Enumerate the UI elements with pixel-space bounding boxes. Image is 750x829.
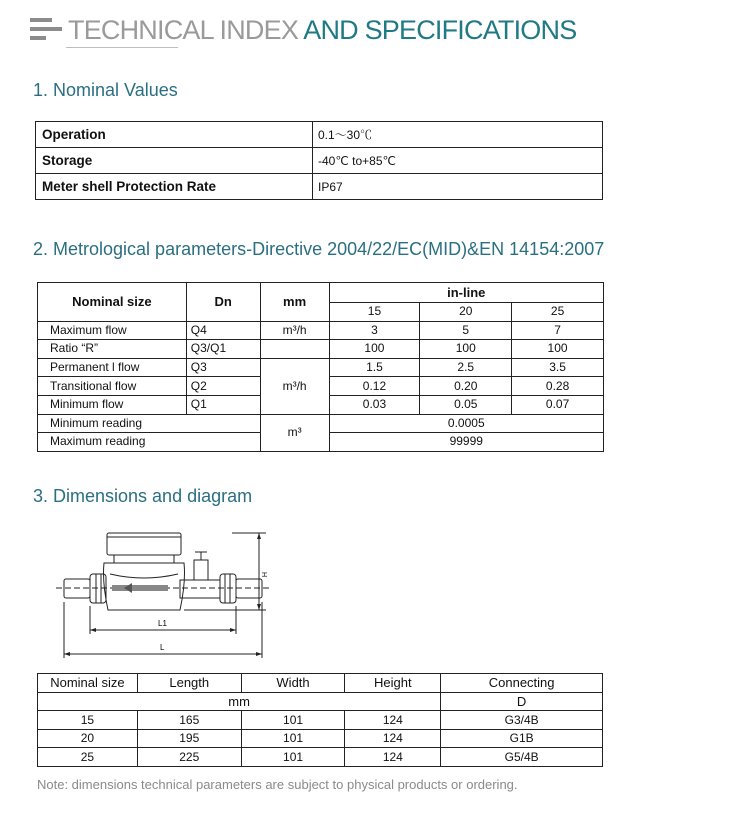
table-row (38, 321, 604, 340)
table-row (36, 174, 603, 200)
unit-cell: m³ (260, 414, 329, 451)
cell: G3/4B (441, 711, 603, 730)
table-row (38, 711, 603, 730)
row-label: Minimum flow (38, 395, 187, 414)
table-row (38, 748, 603, 767)
value-cell: 100 (329, 340, 420, 359)
row-value: IP67 (313, 174, 603, 200)
unit-cell: m³/h (260, 321, 329, 340)
row-label: Ratio “R” (38, 340, 187, 359)
table-row (38, 340, 604, 359)
table-header-row (38, 283, 604, 303)
value-cell: 0.07 (512, 395, 604, 414)
value-cell: 5 (420, 321, 512, 340)
value-cell: 3.5 (512, 358, 604, 377)
table-row (38, 729, 603, 748)
table-row (38, 414, 604, 433)
header-cell: Height (345, 674, 441, 693)
value-cell: 100 (420, 340, 512, 359)
size-cell: 25 (512, 303, 604, 322)
section-title-dimensions: 3. Dimensions and diagram (33, 486, 253, 506)
page-header (30, 14, 650, 46)
title-underline (66, 47, 178, 48)
value-cell: 99999 (329, 433, 603, 452)
h-label: H (260, 572, 267, 578)
value-cell: 0.03 (329, 395, 420, 414)
value-cell: 1.5 (329, 358, 420, 377)
row-label: Meter shell Protection Rate (36, 174, 313, 200)
header-cell: Width (241, 674, 345, 693)
unit-cell: D (441, 692, 603, 711)
cell: 25 (38, 748, 138, 767)
table-row (38, 358, 604, 377)
page-title: TECHNICAL INDEX AND SPECIFICATIONS (68, 15, 577, 45)
cell: 20 (38, 729, 138, 748)
unit-cell: m³/h (260, 358, 329, 414)
l1-label: L1 (158, 619, 167, 628)
row-label: Permanent l flow (38, 358, 187, 377)
row-dn: Q2 (186, 377, 260, 396)
unit-cell (260, 340, 329, 359)
header-cell: Nominal size (38, 674, 138, 693)
value-cell: 7 (512, 321, 604, 340)
header-in-line: in-line (329, 283, 603, 303)
cell: 124 (345, 711, 441, 730)
value-cell: 0.28 (512, 377, 604, 396)
cell: 124 (345, 729, 441, 748)
row-dn: Q1 (186, 395, 260, 414)
value-cell: 2.5 (420, 358, 512, 377)
row-label: Maximum flow (38, 321, 187, 340)
section-title-nominal-values: 1. Nominal Values (33, 80, 178, 100)
l-label: L (160, 643, 165, 652)
menu-bars-icon (30, 18, 62, 42)
table-unit-row (38, 692, 603, 711)
value-cell: 0.05 (420, 395, 512, 414)
dimensions-table (37, 673, 603, 767)
unit-cell: mm (38, 692, 441, 711)
cell: 15 (38, 711, 138, 730)
row-label: Operation (36, 122, 313, 148)
table-header-row (38, 674, 603, 693)
row-value: 0.1～30℃ (313, 122, 603, 148)
cell: 101 (241, 729, 345, 748)
size-cell: 20 (420, 303, 512, 322)
cell: G1B (441, 729, 603, 748)
row-label: Storage (36, 148, 313, 174)
cell: 165 (137, 711, 241, 730)
row-label: Minimum reading (38, 414, 261, 433)
value-cell: 0.20 (420, 377, 512, 396)
value-cell: 0.0005 (329, 414, 603, 433)
header-cell: Length (137, 674, 241, 693)
cell: 101 (241, 748, 345, 767)
size-cell: 15 (329, 303, 420, 322)
value-cell: 0.12 (329, 377, 420, 396)
row-dn: Q4 (186, 321, 260, 340)
header-dn: Dn (186, 283, 260, 322)
cell: 195 (137, 729, 241, 748)
row-label: Transitional flow (38, 377, 187, 396)
row-dn: Q3 (186, 358, 260, 377)
row-label: Maximum reading (38, 433, 261, 452)
section-title-metrological: 2. Metrological parameters-Directive 2004/22/EC(MID)&EN 14154:2007 (33, 239, 605, 259)
water-meter-diagram (52, 522, 274, 662)
table-row (36, 148, 603, 174)
nominal-values-table (35, 121, 603, 200)
row-dn: Q3/Q1 (186, 340, 260, 359)
cell: 101 (241, 711, 345, 730)
header-cell: Connecting (441, 674, 603, 693)
metrological-table (37, 282, 604, 452)
header-mm: mm (260, 283, 329, 322)
footnote: Note: dimensions technical parameters are subject to physical products or ordering. (37, 777, 518, 792)
cell: G5/4B (441, 748, 603, 767)
header-nominal-size: Nominal size (38, 283, 187, 322)
value-cell: 3 (329, 321, 420, 340)
value-cell: 100 (512, 340, 604, 359)
table-row (36, 122, 603, 148)
row-value: -40℃ to+85℃ (313, 148, 603, 174)
cell: 225 (137, 748, 241, 767)
cell: 124 (345, 748, 441, 767)
